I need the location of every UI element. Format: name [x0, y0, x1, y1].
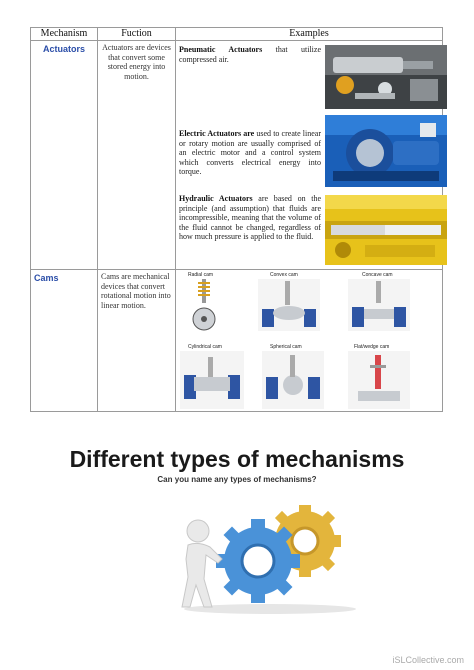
electric-actuator-photo [325, 115, 447, 187]
example-hydraulic-text: are based on the principle (and assumption) that fluids are incompressible, meaning that the volume of the fluid cannot be changed, regardless of how much pressure is applied to the fluid. [179, 194, 321, 242]
cam-label-convex: Convex cam [270, 272, 298, 278]
pneumatic-actuator-image [325, 45, 447, 109]
cam-label-radial: Radial cam [188, 272, 214, 278]
flat-wedge-cam-image [348, 351, 410, 409]
cam-label-spherical: Spherical cam [270, 344, 302, 350]
examples-cams [176, 270, 443, 412]
footer-watermark: iSLCollective.com [392, 655, 464, 665]
page-subheading: Can you name any types of mechanisms? [157, 475, 317, 484]
cam-label-cylindrical: Cylindrical cam [188, 344, 222, 350]
header-mechanism: Mechanism [31, 28, 98, 41]
electric-actuator-image [325, 115, 447, 187]
function-cams: Cams are mechanical devices that convert rotational motion into linear motion. [101, 272, 171, 310]
hydraulic-actuator-image [325, 195, 447, 265]
table-row-cams [31, 270, 443, 412]
spherical-cam-image [262, 351, 324, 409]
concave-cam-image [348, 279, 410, 331]
example-pneumatic-text: that utilize compressed air. [179, 45, 321, 64]
cam-label-flat-wedge: Flat/wedge cam [354, 344, 390, 350]
cam-label-concave: Concave cam [362, 272, 393, 278]
blue-gear-icon [216, 519, 300, 603]
mechanisms-table [30, 27, 443, 412]
gears-illustration [170, 503, 360, 615]
mechanism-name-cams: Cams [34, 273, 59, 283]
function-actuators: Actuators are devices that convert some stored energy into motion. [102, 43, 171, 81]
table-row-actuators [31, 41, 443, 270]
example-electric [179, 129, 321, 177]
example-pneumatic [179, 45, 321, 64]
table-header-row [31, 28, 443, 41]
example-pneumatic-title: Pneumatic Actuators [179, 45, 263, 54]
cylindrical-cam-image [180, 351, 244, 409]
header-function: Fuction [98, 28, 176, 41]
example-hydraulic-title: Hydraulic Actuators [179, 194, 253, 203]
page-heading: Different types of mechanisms [69, 446, 405, 472]
example-electric-title: Electric Actuators are [179, 129, 255, 138]
header-examples: Examples [176, 28, 443, 41]
examples-actuators [176, 41, 443, 270]
radial-cam-image [186, 279, 226, 333]
hydraulic-actuator-photo [325, 195, 447, 265]
convex-cam-image [258, 279, 320, 331]
example-electric-text: used to create linear or rotary motion are usually comprised of an electric motor and a control system which converts electrical energy into torque. [179, 129, 322, 177]
mechanism-name-actuators: Actuators [42, 44, 85, 54]
example-hydraulic [179, 194, 321, 242]
pneumatic-actuator-photo [325, 45, 447, 109]
